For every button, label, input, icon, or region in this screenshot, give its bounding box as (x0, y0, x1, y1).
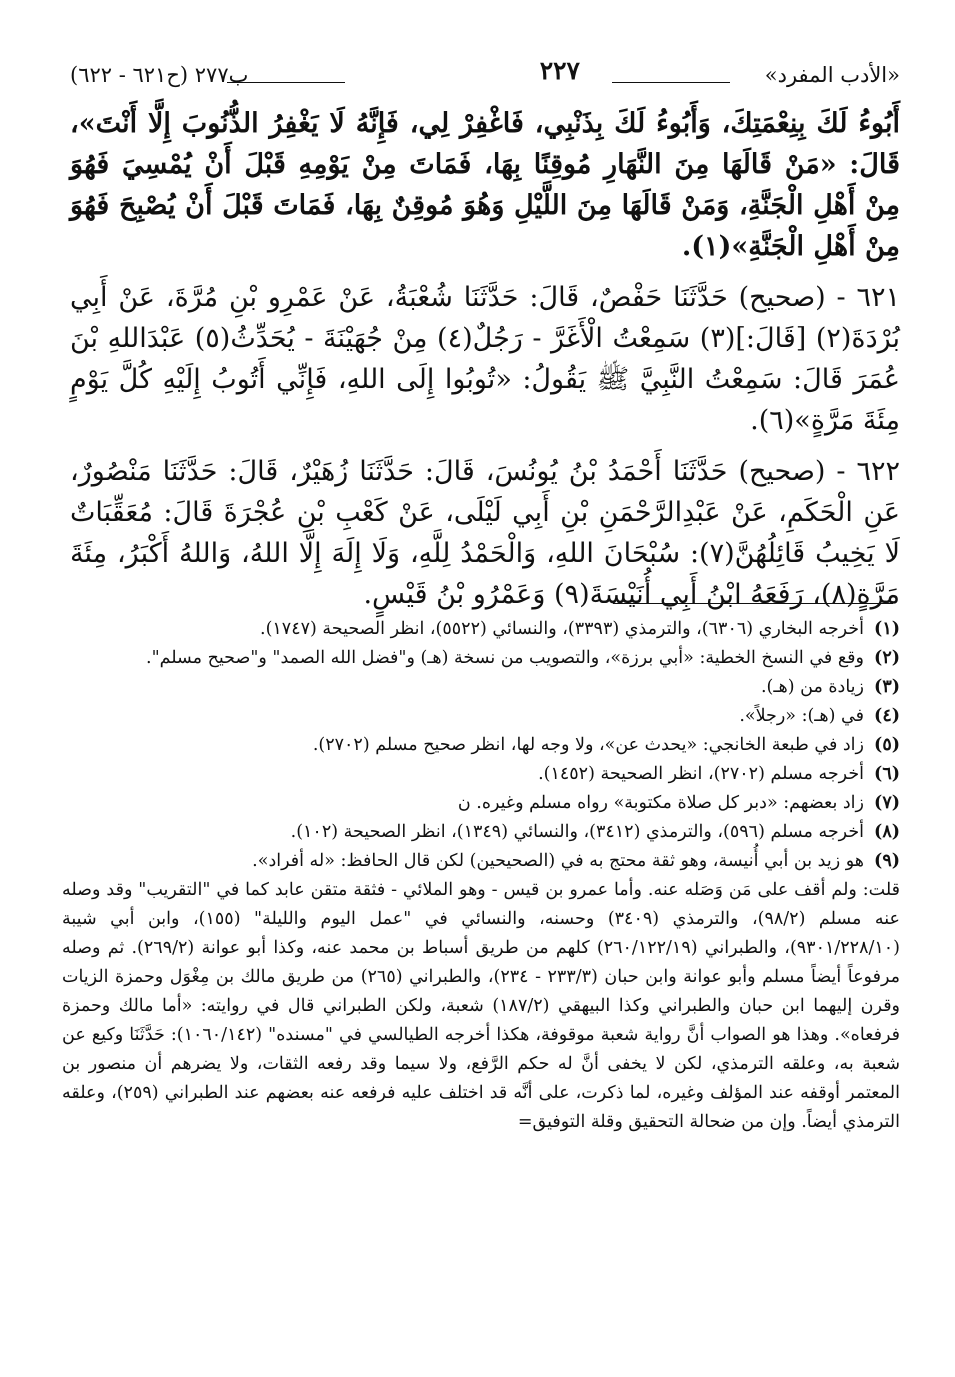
footnote-text: هو زيد بن أبي أُنيسة، وهو ثقة محتج به في (الصحيحين) لكن قال الحافظ: «له أفراد». (252, 851, 864, 871)
footnote (62, 673, 900, 702)
footnote (62, 847, 900, 876)
footnote (62, 818, 900, 847)
footnote-text: في (هـ): «رجلاً». (739, 706, 864, 726)
footnote-text: زيادة من (هـ). (760, 677, 864, 697)
footnote-number: (٨) (874, 822, 900, 842)
footnote (62, 644, 900, 673)
hadith-continuation: أَبُوءُ لَكَ بِنِعْمَتِكَ، وَأَبُوءُ لَكَ بِذَنْبِي، فَاغْفِرْ لِي، فَإِنَّهُ لَا يَغْفِرُ الذُّنُوبَ إِلَّا أَنْتَ»، قَالَ: «مَنْ قَالَهَا مِنَ النَّهَارِ مُوقِنًا بِهَا، فَمَاتَ مِنْ يَوْمِهِ قَبْلَ أَنْ يُمْسِيَ فَهُوَ مِنْ أَهْلِ الْجَنَّةِ، وَمَنْ قَالَهَا مِنَ اللَّيْلِ وَهُوَ مُوقِنٌ بِهَا، فَمَاتَ قَبْلَ أَنْ يُصْبِحَ فَهُوَ مِنْ أَهْلِ الْجَنَّةِ»(١). (70, 108, 901, 262)
main-text (70, 103, 900, 625)
hadith-621: ٦٢١ - (صحيح) حَدَّثَنَا حَفْصٌ، قَالَ: حَدَّثَنَا شُعْبَةُ، عَنْ عَمْرِو بْنِ مُرَّةَ، عَنْ أَبِي بُرْدَةَ(٢) [قَالَ:](٣) سَمِعْتُ الْأَغَرَّ - رَجُلٌ(٤) مِنْ جُهَيْنَةَ - يُحَدِّثُ(٥) عَبْدَاللهِ بْنَ عُمَرَ قَالَ: سَمِعْتُ النَّبِيَّ ﷺ يَقُولُ: «تُوبُوا إِلَى اللهِ، فَإِنِّي أَتُوبُ إِلَيْهِ كُلَّ يَوْمٍ مِئَةَ مَرَّةٍ»(٦). (70, 282, 901, 436)
footnote-text: وقع في النسخ الخطية: «أبي برزة»، والتصويب من نسخة (هـ) و"فضل الله الصمد" و"صحيح مسلم". (146, 648, 864, 668)
book-title: «الأدب المفرد» (764, 63, 900, 87)
header-rule-right (612, 82, 730, 83)
footnote (62, 731, 900, 760)
footnote-continuation: قلت: ولم أقف على مَن وَصَله عنه. وأما عمرو بن قيس - وهو الملائي - فثقة متقن عابد كما في "التقريب" وقد وصله عنه مسلم (٩٨/٢)، والترمذي (٣٤٠٩) وحسنه، والنسائي في "عمل اليوم والليلة" (١٥٥)، وابن أبي شيبة (٩٣٠١/٢٢٨/١٠)، والطبراني (٢٦٠/١٢٢/١٩) كلهم من طريق أسباط بن محمد عنه، وكذا أبو عوانة (٢٦٩/٢). ثم وصله مرفوعاً أيضاً مسلم وأبو عوانة وابن حبان (٢٣٣/٣ - ٢٣٤)، والطبراني (٢٦٥) من طريق مالك بن مِغْوَل وحمزة الزيات وقرن إليهما ابن حبان والطبراني وكذا البيهقي (١٨٧/٢) شعبة، ولكن الطبراني قال في روايته: «أما مالك وحمزة فرفعاه». وهذا هو الصواب أنَّ رواية شعبة موقوفة، هكذا أخرجه الطيالسي في "مسنده" (١٠٦٠/١٤٢): حَدَّثَنَا وكيع عن شعبة به، وعلقه الترمذي، لكن لا يخفى أنَّ له حكم الرَّفع، ولا سيما وقد رفعه الثقات، ولا يضرهم أن منصور بن المعتمر أوقفه عند المؤلف وغيره، لما ذكرت، على أنَّه قد اختلف عليه فرفعه عنه بعضهم عند الطبراني (٢٥٩)، وعلقه الترمذي أيضاً. وإن من ضحالة التحقيق وقلة التوفيق= (62, 880, 901, 1132)
footnote-text: أخرجه مسلم (٥٩٦)، والترمذي (٣٤١٢)، والنسائي (١٣٤٩)، انظر الصحيحة (١٠٢). (290, 822, 864, 842)
footnote-number: (٤) (874, 706, 900, 726)
footnote (62, 760, 900, 789)
footnote-continuation-block (62, 876, 900, 1137)
footnote-text: زاد في طبعة الخانجي: «يحدث عن»، ولا وجه لها، انظر صحيح مسلم (٢٧٠٢). (312, 735, 864, 755)
footnote-text: زاد بعضهم: «دبر كل صلاة مكتوبة» رواه مسلم وغيره. ن (457, 793, 864, 813)
footnote-number: (٢) (874, 648, 900, 668)
chapter-reference: ب٢٧٧ (ح٦٢١ - ٦٢٢) (70, 63, 249, 87)
page-number: ٢٢٧ (539, 56, 580, 85)
hadith-622: ٦٢٢ - (صحيح) حَدَّثَنَا أَحْمَدُ بْنُ يُونُسَ، قَالَ: حَدَّثَنَا زُهَيْرٌ، قَالَ: حَدَّثَنَا مَنْصُورٌ، عَنِ الْحَكَمِ، عَنْ عَبْدِالرَّحْمَنِ بْنِ أَبِي لَيْلَى، عَنْ كَعْبِ بْنِ عُجْرَةَ قَالَ: مُعَقِّبَاتٌ لَا يَخِيبُ قَائِلُهُنَّ(٧): سُبْحَانَ اللهِ، وَالْحَمْدُ لِلَّهِ، وَلَا إِلَهَ إِلَّا اللهُ، وَاللهُ أَكْبَرُ، مِئَةَ مَرَّةٍ(٨)، رَفَعَهُ ابْنُ أَبِي أُنَيْسَةَ(٩) وَعَمْرُو بْنُ قَيْسٍ. (70, 456, 900, 610)
footnote-number: (٧) (874, 793, 900, 813)
footnote-number: (١) (874, 619, 900, 639)
footnote (62, 789, 900, 818)
footnote (62, 615, 900, 644)
footnote-text: أخرجه البخاري (٦٣٠٦)، والترمذي (٣٣٩٣)، والنسائي (٥٥٢٢)، انظر الصحيحة (١٧٤٧). (260, 619, 864, 639)
footnote-separator (613, 603, 893, 604)
footnote-text: أخرجه مسلم (٢٧٠٢)، انظر الصحيحة (١٤٥٢). (538, 764, 864, 784)
footnote-number: (٣) (874, 677, 900, 697)
footnote-number: (٥) (874, 735, 900, 755)
running-header (70, 58, 900, 92)
footnote (62, 702, 900, 731)
footnote-number: (٩) (874, 851, 900, 871)
footnotes (62, 615, 900, 1137)
footnote-number: (٦) (874, 764, 900, 784)
